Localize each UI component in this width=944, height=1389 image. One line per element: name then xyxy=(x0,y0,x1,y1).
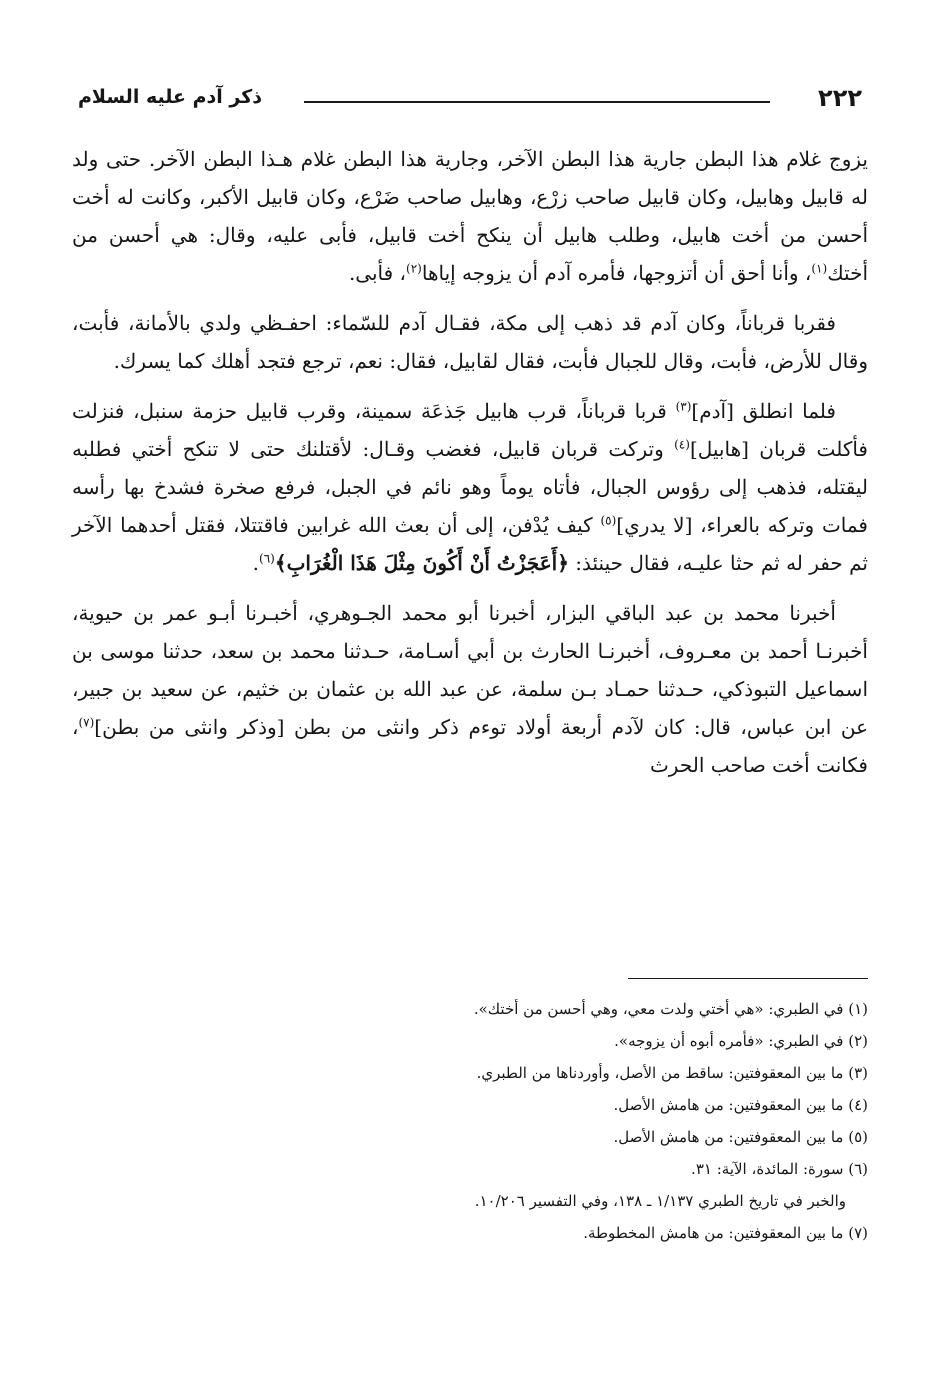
paragraph xyxy=(72,392,868,582)
footnote-marker: (٧) xyxy=(78,715,95,730)
quran-verse: ﴿أَعَجَزْتُ أَنْ أَكُونَ مِثْلَ هَذَا الْغُرَابِ﴾ xyxy=(274,551,569,575)
footnotes xyxy=(72,993,868,1249)
text-run: ، فأبى. xyxy=(348,261,407,285)
page-number: ٢٢٢ xyxy=(818,84,862,112)
footnote-marker: (٣) xyxy=(675,399,692,414)
text-run: ، وأنا أحق أن أتزوجها، فأمره آدم أن يزوجه إياها xyxy=(421,261,812,285)
book-page xyxy=(72,68,868,1338)
footnote: (١) في الطبري: «هي أختي ولدت معي، وهي أحسن من أختك». xyxy=(473,1000,868,1018)
footnote-marker: (١) xyxy=(811,261,828,276)
text-run: كيف يُدْفن، إلى أن بعث الله غرابين فاقتتلا، فقتل أحدهما الآخر ثم حفر له ثم حثا عليـه، فقال حينئذ: xyxy=(72,513,868,575)
footnote: (٧) ما بين المعقوفتين: من هامش المخطوطة. xyxy=(583,1224,868,1242)
footnote-marker: (٦) xyxy=(259,551,275,566)
footnote: (٥) ما بين المعقوفتين: من هامش الأصل. xyxy=(613,1128,868,1146)
footnote: والخبر في تاريخ الطبري ١/١٣٧ ـ ١٣٨، وفي التفسير ١٠/٢٠٦. xyxy=(474,1192,846,1210)
footnote-marker: (٤) xyxy=(674,437,690,452)
body-text xyxy=(72,140,868,784)
running-title: ذكر آدم عليه السلام xyxy=(78,86,262,108)
text-run: فقربا قرباناً، وكان آدم قد ذهب إلى مكة، فقـال آدم للسّماء: احفـظي ولدي بالأمانة، فأبت، وقال للأرض، فأبت، وقال للجبال فأبت، فقال لقابيل، فقال: نعم، ترجع فتجد أهلك كما يسرك. xyxy=(72,311,868,373)
page-header xyxy=(72,68,868,114)
text-run: أخبرنا محمد بن عبد الباقي البزار، أخبرنا أبو محمد الجـوهري، أخبـرنا أبـو عمر بن حيوية، أخبرنـا أحمد بن معـروف، أخبرنـا الحارث بن أبي أسـامة، حـدثنا محمد بن سعد، حدثنا موسى بن اسماعيل التبوذكي، حـدثنا حمـاد بـن سلمة، عن عبد الله بن عثمان بن خثيم، عن سعيد بن جبير، عن ابن عباس، قال: كان لآدم أربعة أولاد توءم ذكر وانثى من بطن [وذكر وانثى من بطن] xyxy=(72,601,868,739)
footnote-marker: (٥) xyxy=(600,513,617,528)
text-run: وتركت قربان قابيل، فغضب وقـال: لأقتلنك حتى لا تنكح أختي فطلبه ليقتله، فذهب إلى رؤوس الجبال، فأتاه يوماً وهو نائم في الجبل، فرفع صخرة فشدخ بها رأسه فمات وتركه بالعراء، [لا يدري] xyxy=(72,437,868,537)
text-run: فلما انطلق [آدم] xyxy=(691,399,836,423)
footnote: (٦) سورة: المائدة، الآية: ٣١. xyxy=(691,1160,868,1178)
footnote: (٤) ما بين المعقوفتين: من هامش الأصل. xyxy=(613,1096,868,1114)
footnote: (٣) ما بين المعقوفتين: ساقط من الأصل، وأوردناها من الطبري. xyxy=(476,1064,868,1082)
paragraph xyxy=(72,594,868,784)
text-run: قربا قرباناً، قرب هابيل جَذعَة سمينة، وقرب قابيل حزمة سنبل، فنزلت فأكلت قربان [هابيل] xyxy=(72,399,868,461)
paragraph xyxy=(72,304,868,380)
header-rule xyxy=(304,101,770,103)
footnote-marker: (٢) xyxy=(406,261,422,276)
text-run: . xyxy=(252,551,260,575)
footnote-separator xyxy=(628,978,868,979)
text-run: يزوج غلام هذا البطن جارية هذا البطن الآخر، وجارية هذا البطن غلام هـذا البطن الآخر. حتى ولد له قابيل وهابيل، وكان قابيل صاحب زرْع، وهابيل صاحب ضَرْع، وكان قابيل الأكبر، وكانت له أخت أحسن من أخت هابيل، وطلب هابيل أن ينكح أخت قابيل، فأبى عليه، وقال: هي أحسن من أختك xyxy=(72,147,868,285)
text-run: ، فكانت أخت صاحب الحرث xyxy=(72,715,868,777)
paragraph xyxy=(72,140,868,292)
footnote: (٢) في الطبري: «فأمره أبوه أن يزوجه». xyxy=(614,1032,868,1050)
